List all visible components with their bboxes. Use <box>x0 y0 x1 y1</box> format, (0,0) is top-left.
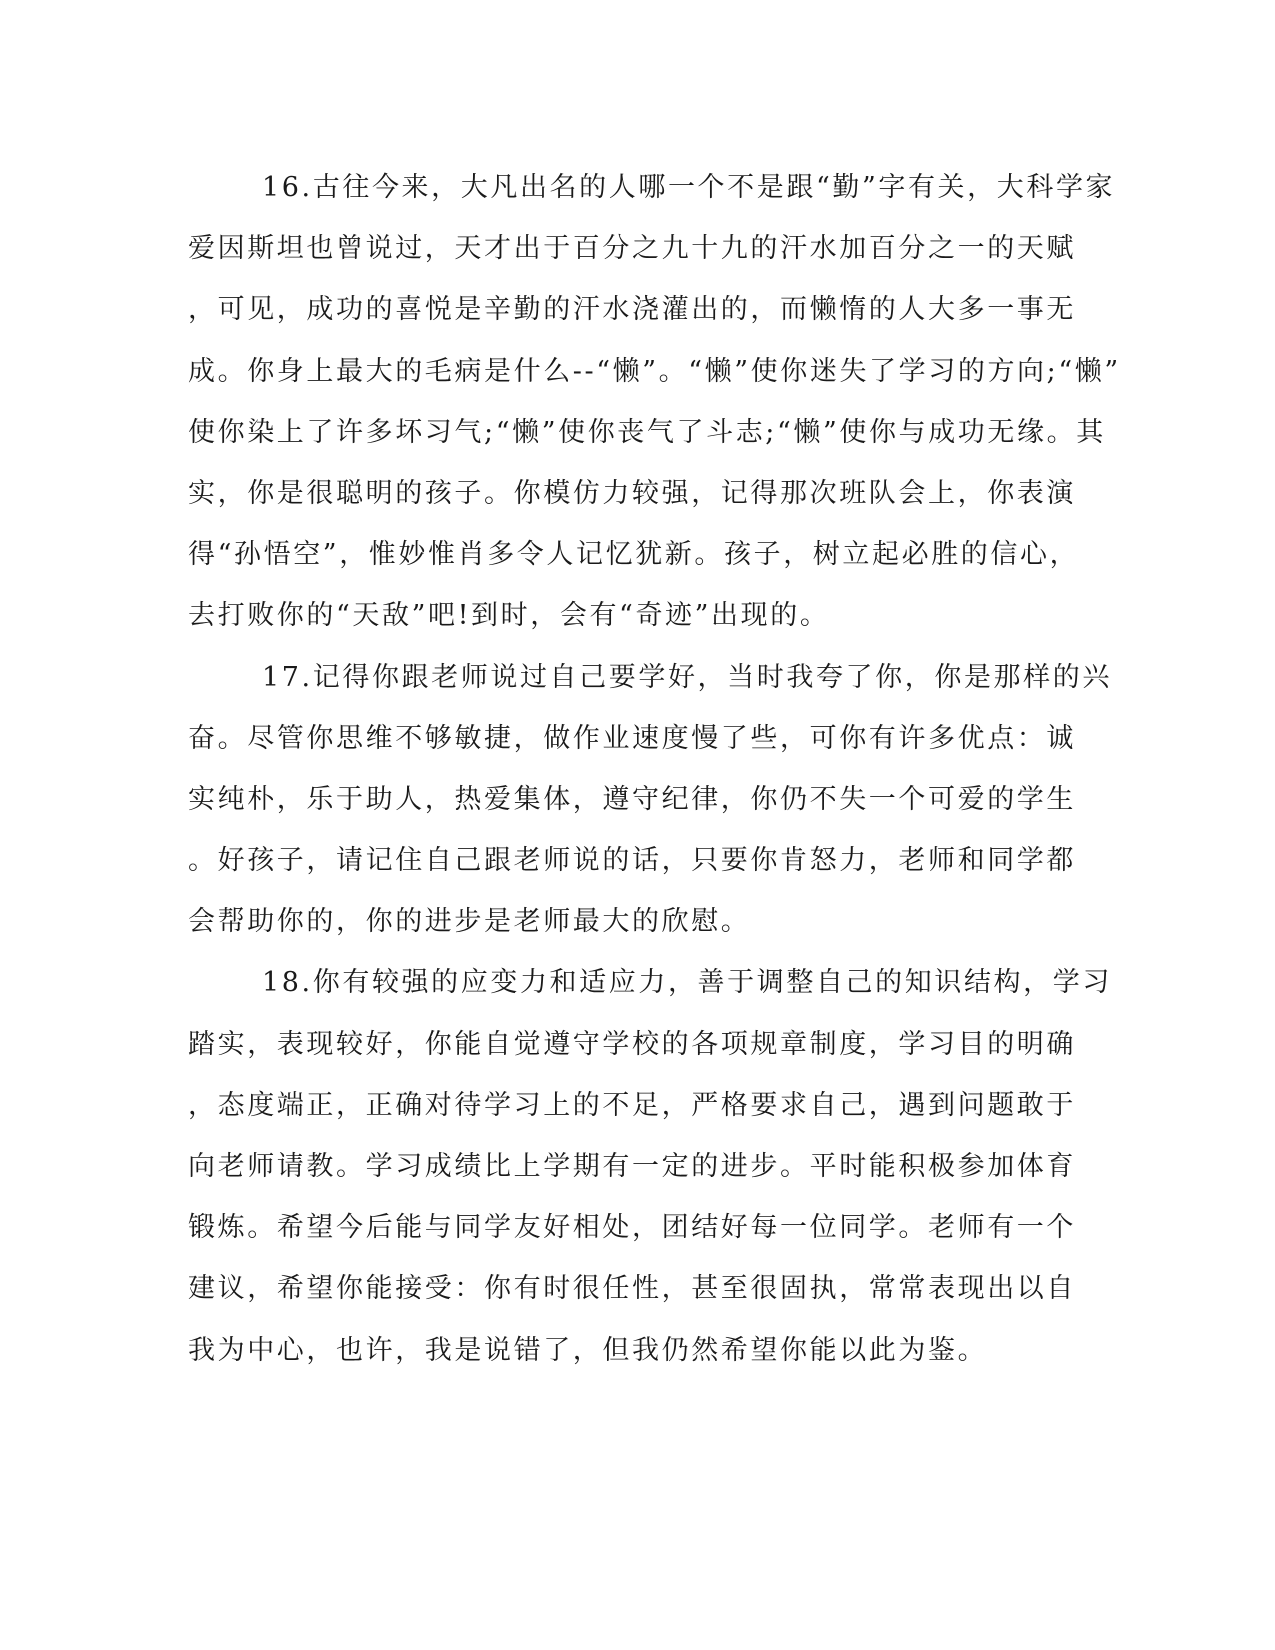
text-line: 向老师请教。学习成绩比上学期有一定的进步。平时能积极参加体育 <box>188 1151 1076 1182</box>
text-line: 奋。尽管你思维不够敏捷，做作业速度慢了些，可你有许多优点：诚 <box>188 722 1076 754</box>
text-line: 16.古往今来，大凡出名的人哪一个不是跟“勤”字有关，大科学家 <box>262 172 1116 203</box>
text-line: 锻炼。希望今后能与同学友好相处，团结好每一位同学。老师有一个 <box>188 1212 1076 1244</box>
text-line: 踏实，表现较好，你能自觉遵守学校的各项规章制度，学习目的明确 <box>188 1028 1076 1060</box>
paragraph-17 <box>188 647 1112 953</box>
text-line: 我为中心，也许，我是说错了，但我仍然希望你能以此为鉴。 <box>188 1334 988 1366</box>
text-line: 18.你有较强的应变力和适应力，善于调整自己的知识结构，学习 <box>262 967 1112 999</box>
document-body <box>188 157 1121 1381</box>
text-line: 。好孩子，请记住自己跟老师说的话，只要你肯怒力，老师和同学都 <box>188 845 1076 877</box>
text-line: 建议，希望你能接受：你有时很任性，甚至很固执，常常表现出以自 <box>188 1273 1076 1305</box>
text-line: 爱因斯坦也曾说过，天才出于百分之九十九的汗水加百分之一的天赋 <box>188 233 1076 265</box>
text-line: 实，你是很聪明的孩子。你模仿力较强，记得那次班队会上，你表演 <box>188 477 1076 509</box>
paragraph-16 <box>188 157 1121 647</box>
text-line: ，态度端正，正确对待学习上的不足，严格要求自己，遇到问题敢于 <box>188 1089 1076 1121</box>
text-line: 得“孙悟空”，惟妙惟肖多令人记忆犹新。孩子，树立起必胜的信心， <box>188 539 1080 571</box>
text-line: 会帮助你的，你的进步是老师最大的欣慰。 <box>188 906 751 938</box>
text-line: 17.记得你跟老师说过自己要学好，当时我夸了你，你是那样的兴 <box>262 661 1112 693</box>
text-line: 成。你身上最大的毛病是什么--“懒”。“懒”使你迷失了学习的方向;“懒” <box>188 355 1121 387</box>
text-line: ，可见，成功的喜悦是辛勤的汗水浇灌出的，而懒惰的人大多一事无 <box>188 294 1076 326</box>
paragraph-18 <box>188 952 1112 1380</box>
text-line: 实纯朴，乐于助人，热爱集体，遵守纪律，你仍不失一个可爱的学生 <box>188 783 1076 815</box>
text-line: 去打败你的“天敌”吧!到时，会有“奇迹”出现的。 <box>188 600 830 632</box>
text-line: 使你染上了许多坏习气;“懒”使你丧气了斗志;“懒”使你与成功无缘。其 <box>188 416 1106 448</box>
